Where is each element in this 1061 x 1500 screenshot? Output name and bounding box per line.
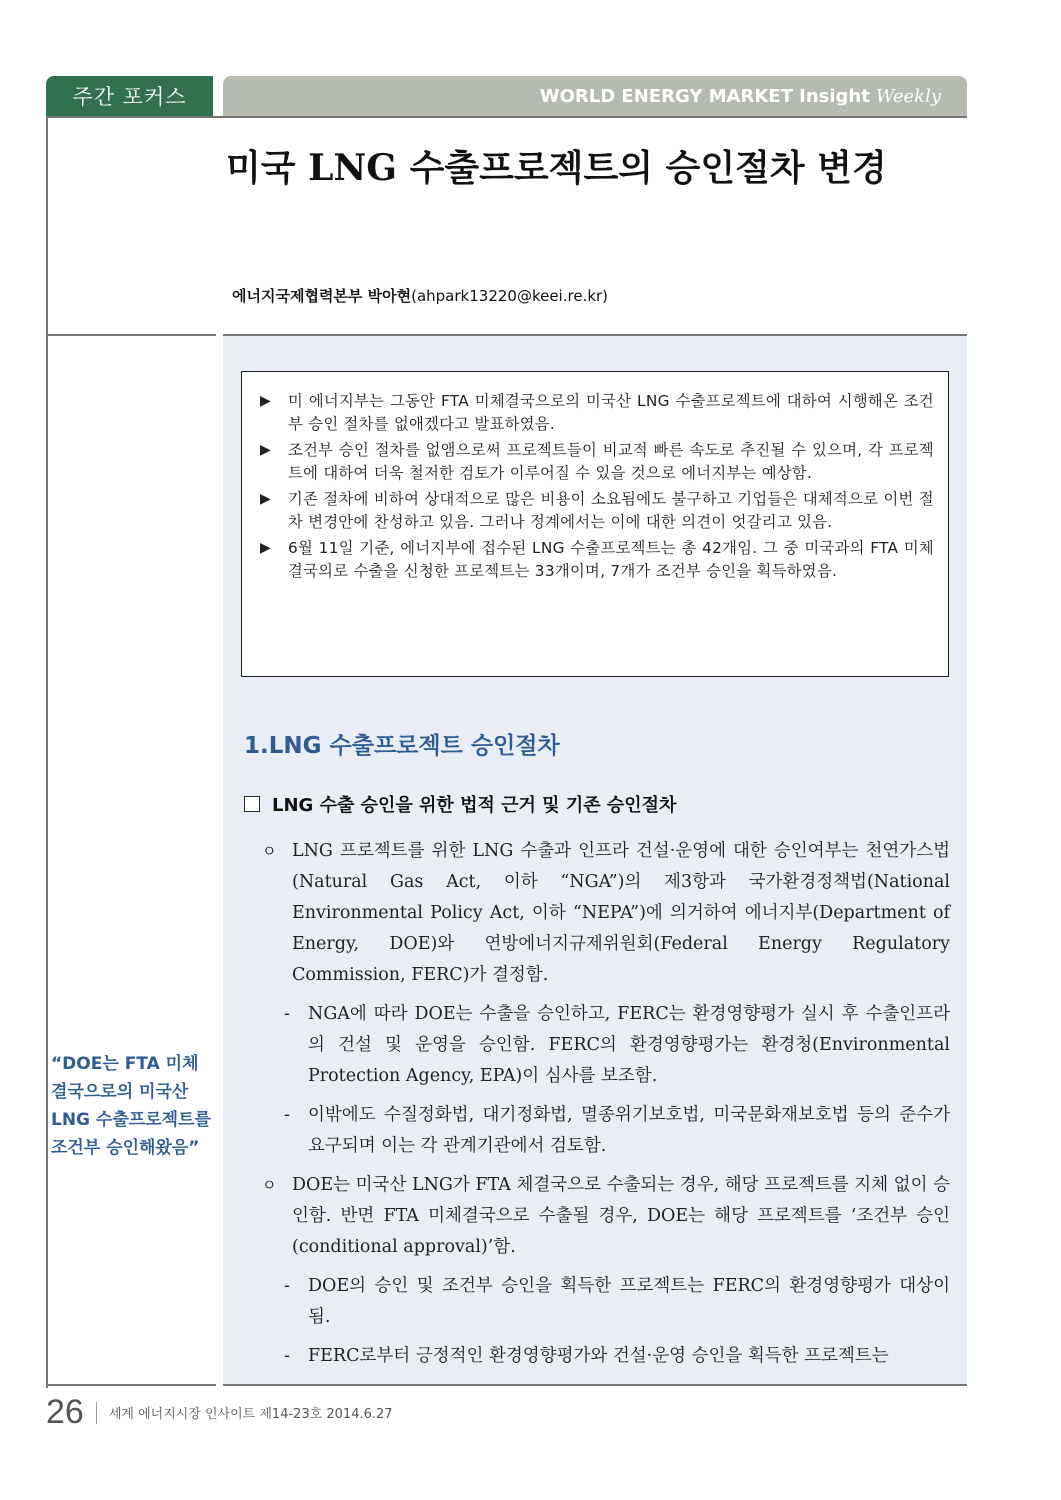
publication-name: WORLD ENERGY MARKET Insight (539, 85, 870, 107)
summary-item (260, 439, 934, 485)
divider (46, 334, 216, 336)
paragraph: DOE의 승인 및 조건부 승인을 획득한 프로젝트는 FERC의 환경영향평가 대상이 됨. (308, 1276, 950, 1327)
summary-item (260, 488, 934, 534)
summary-text: 미 에너지부는 그동안 FTA 미체결국으로의 미국산 LNG 수출프로젝트에 대하여 시행해온 조건부 승인 절차를 없애겠다고 발표하였음. (288, 392, 934, 433)
header-divider (46, 116, 967, 118)
triangle-bullet-icon: ▶ (260, 491, 272, 507)
square-bullet-icon (244, 796, 260, 812)
circle-bullet-icon: ㅇ (262, 842, 277, 860)
triangle-bullet-icon: ▶ (260, 393, 272, 409)
sub-heading (244, 791, 676, 817)
paragraph: 이밖에도 수질정화법, 대기정화법, 멸종위기보호법, 미국문화재보호법 등의 준수가 요구되며 이는 각 관계기관에서 검토함. (308, 1105, 950, 1156)
triangle-bullet-icon: ▶ (260, 540, 272, 556)
left-border (46, 116, 48, 1388)
dash-marker: - (284, 1105, 290, 1125)
page-footer (46, 1393, 393, 1432)
dash-marker: - (284, 1276, 290, 1296)
dash-marker: - (284, 1004, 290, 1024)
publication-banner (223, 76, 967, 116)
summary-item (260, 537, 934, 583)
dash-marker: - (284, 1346, 290, 1366)
section-heading: 1.LNG 수출프로젝트 승인절차 (244, 733, 560, 759)
author-name: 에너지국제협력본부 박아현 (232, 287, 412, 305)
body-dash-item (262, 1271, 950, 1333)
body-bullet (262, 836, 950, 991)
paragraph: DOE는 미국산 LNG가 FTA 체결국으로 수출되는 경우, 해당 프로젝트를 지체 없이 승인함. 반면 FTA 미체결국으로 수출될 경우, DOE는 해당 프로젝트를 ‘조건부 승인(conditional approval)’함. (292, 1175, 950, 1257)
divider (46, 1384, 216, 1386)
divider (223, 1384, 967, 1386)
page-number: 26 (46, 1393, 84, 1431)
author-line (232, 285, 608, 306)
section-tag: 주간 포커스 (46, 76, 213, 116)
summary-text: 기존 절차에 비하여 상대적으로 많은 비용이 소요됨에도 불구하고 기업들은 대체적으로 이번 절차 변경안에 찬성하고 있음. 그러나 정계에서는 이에 대한 의견이 엇갈리고 있음. (288, 490, 934, 531)
body-dash-item (262, 999, 950, 1092)
publication-weekly: Weekly (875, 85, 941, 107)
circle-bullet-icon: ㅇ (262, 1176, 277, 1194)
paragraph: LNG 프로젝트를 위한 LNG 수출과 인프라 건설·운영에 대한 승인여부는 천연가스법(Natural Gas Act, 이하 “NGA”)의 제3항과 국가환경정책법(National Environmental Policy Act, 이하 “NEPA”)에 의거하여 에너지부(Department of Energy, DOE)와 연방에너지규제위원회(Federal Energy Regulatory Commission, FERC)가 결정함. (292, 841, 950, 985)
summary-text: 6월 11일 기준, 에너지부에 접수된 LNG 수출프로젝트는 총 42개임. 그 중 미국과의 FTA 미체결국의로 수출을 신청한 프로젝트는 33개이며, 7개가 조건부 승인을 획득하였음. (288, 539, 934, 580)
pull-quote: “DOE는 FTA 미체결국으로의 미국산 LNG 수출프로젝트를 조건부 승인해왔음” (51, 1054, 211, 1158)
body-bullet (262, 1170, 950, 1263)
sub-heading-text: LNG 수출 승인을 위한 법적 근거 및 기존 승인절차 (272, 795, 677, 816)
footer-text: 세계 에너지시장 인사이트 제14-23호 2014.6.27 (108, 1407, 393, 1422)
author-email: (ahpark13220@keei.re.kr) (411, 287, 609, 305)
body-dash-item (262, 1100, 950, 1162)
summary-text: 조건부 승인 절차를 없앰으로써 프로젝트들이 비교적 빠른 속도로 추진될 수 있으며, 각 프로젝트에 대하여 더욱 철저한 검토가 이루어질 수 있을 것으로 에너지부는 예상함. (288, 441, 934, 482)
footer-separator (96, 1402, 97, 1424)
summary-box (241, 371, 949, 677)
article-title: 미국 LNG 수출프로젝트의 승인절차 변경 (226, 147, 887, 189)
summary-item (260, 390, 934, 436)
paragraph: FERC로부터 긍정적인 환경영향평가와 건설·운영 승인을 획득한 프로젝트는 (308, 1346, 889, 1366)
paragraph: NGA에 따라 DOE는 수출을 승인하고, FERC는 환경영향평가 실시 후 수출인프라의 건설 및 운영을 승인함. FERC의 환경영향평가는 환경청(Environmental Protection Agency, EPA)이 심사를 보조함. (308, 1004, 950, 1086)
article-body (262, 836, 950, 1380)
body-dash-item (262, 1341, 950, 1372)
triangle-bullet-icon: ▶ (260, 442, 272, 458)
